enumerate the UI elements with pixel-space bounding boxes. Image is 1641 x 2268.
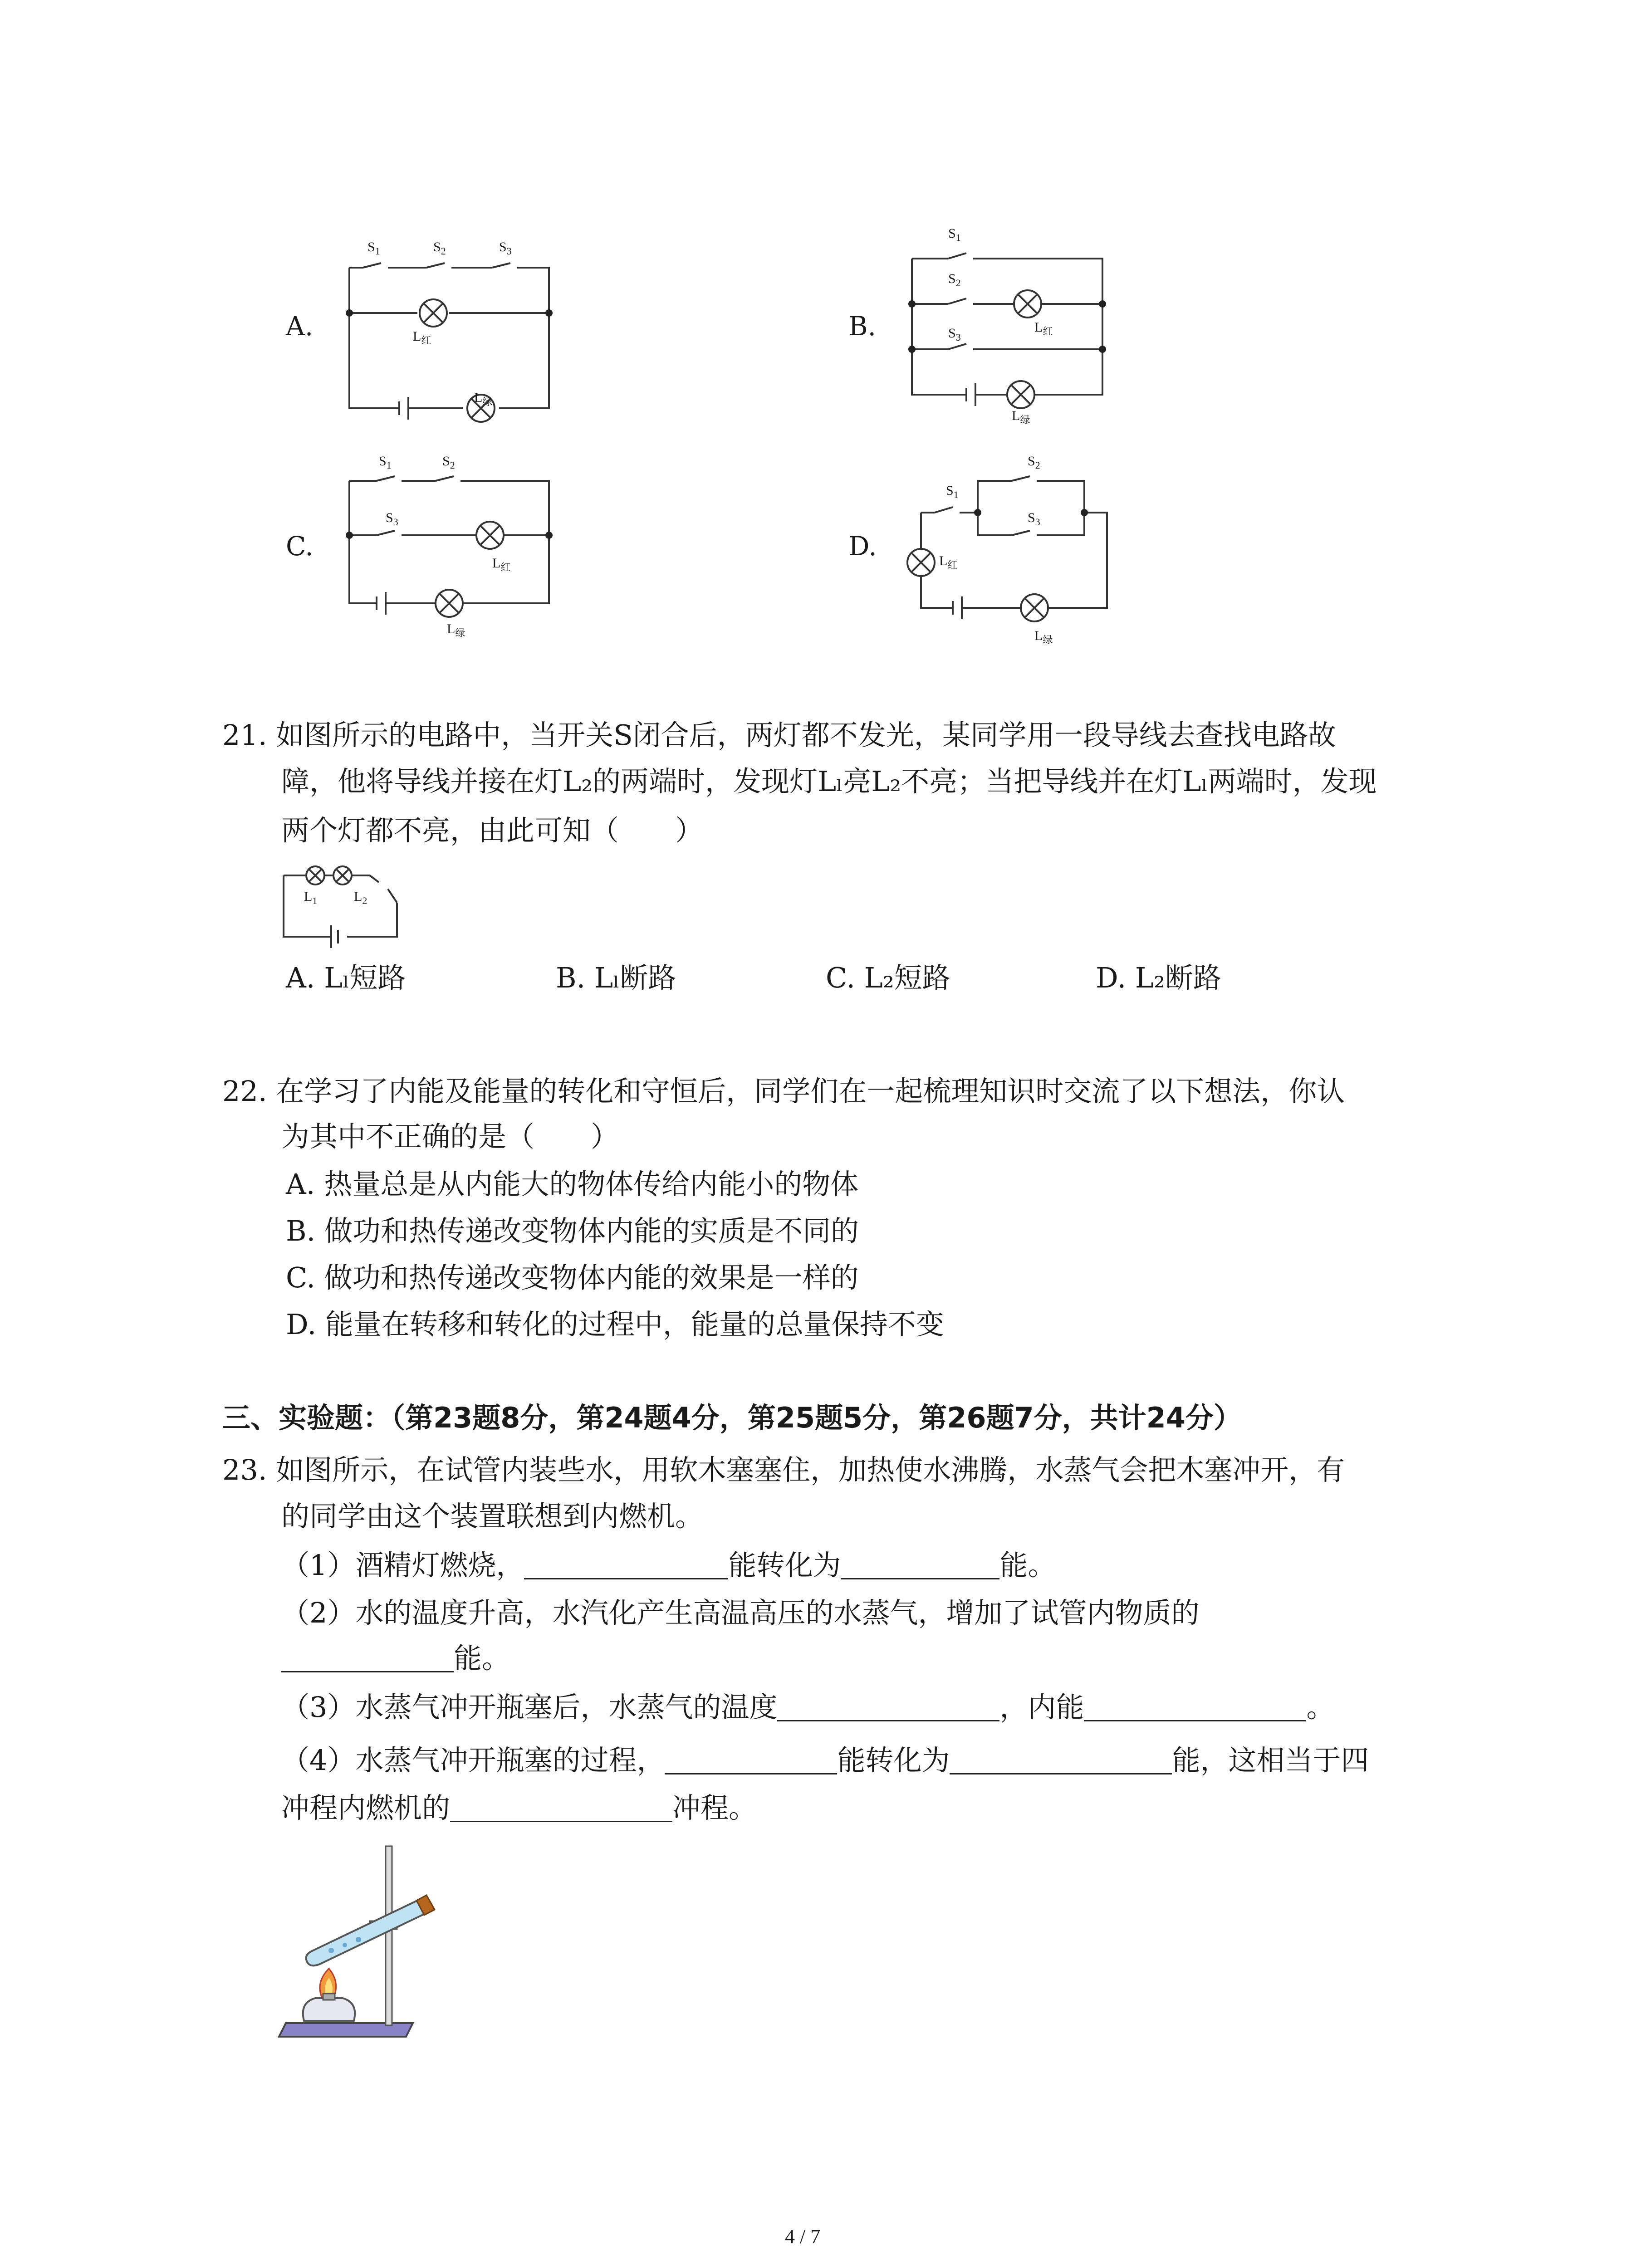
switch-s2-label: $S_2$ bbox=[433, 240, 446, 257]
q21-lamp-l1-label: $L_1$ bbox=[304, 889, 318, 906]
answer-blank[interactable] bbox=[950, 1747, 1172, 1774]
test-tube-heating-apparatus bbox=[272, 1837, 463, 2055]
answer-blank[interactable] bbox=[524, 1552, 728, 1579]
lamp-green-label: $L_绿$ bbox=[1012, 408, 1030, 425]
option-b-label: B. bbox=[848, 311, 877, 342]
switch-s3-label: $S_3$ bbox=[386, 510, 398, 528]
lamp-red-label: $L_红$ bbox=[413, 329, 431, 346]
answer-blank[interactable] bbox=[665, 1747, 837, 1774]
circuit-diagram-a bbox=[345, 236, 563, 417]
switch-s2-label: $S_2$ bbox=[948, 271, 961, 288]
q22-line1: 22. 在学习了内能及能量的转化和守恒后，同学们在一起梳理知识时交流了以下想法，你认 bbox=[222, 1075, 1345, 1108]
lamp-red-label: $L_红$ bbox=[939, 553, 958, 571]
q22-option-c: C. 做功和热传递改变物体内能的效果是一样的 bbox=[286, 1261, 859, 1294]
q21-circuit-diagram bbox=[279, 862, 411, 953]
q23-line2: 的同学由这个装置联想到内燃机。 bbox=[281, 1500, 704, 1533]
lamp-red-label: $L_红$ bbox=[1034, 320, 1053, 337]
answer-blank[interactable] bbox=[450, 1794, 672, 1822]
option-a-label: A. bbox=[286, 311, 314, 342]
page-number: 4 / 7 bbox=[785, 2225, 821, 2248]
q21-option-a: A. Lₗ短路 bbox=[286, 961, 406, 994]
q23-part3: （3）水蒸气冲开瓶塞后，水蒸气的温度 ，内能 。 bbox=[281, 1691, 1335, 1724]
q21-line2: 障，他将导线并接在灯L₂的两端时，发现灯Lₗ亮L₂不亮；当把导线并在灯Lₗ两端时，发现 bbox=[281, 765, 1377, 798]
q23-part2-cont: 能。 bbox=[281, 1644, 510, 1672]
q22-option-b: B. 做功和热传递改变物体内能的实质是不同的 bbox=[286, 1214, 859, 1247]
q23-part4-cont: 冲程内燃机的 冲程。 bbox=[281, 1791, 757, 1824]
switch-s1-label: $S_1$ bbox=[946, 483, 959, 500]
answer-blank[interactable] bbox=[281, 1645, 454, 1672]
q23-part1: （1）酒精灯燃烧， 能转化为 能。 bbox=[281, 1549, 1056, 1582]
switch-s1-label: $S_1$ bbox=[367, 240, 380, 257]
option-d-label: D. bbox=[848, 531, 877, 562]
q21-option-d: D. L₂断路 bbox=[1096, 961, 1221, 994]
answer-blank[interactable] bbox=[777, 1694, 999, 1721]
lamp-green-label: $L_绿$ bbox=[474, 390, 493, 407]
answer-blank[interactable] bbox=[1084, 1694, 1306, 1721]
switch-s3-label: $S_3$ bbox=[499, 240, 512, 257]
lamp-red-label: $L_红$ bbox=[492, 556, 511, 573]
section-heading: 三、实验题：（第23题8分，第24题4分，第25题5分，第26题7分，共计24分） bbox=[222, 1401, 1242, 1434]
switch-s1-label: $S_1$ bbox=[379, 454, 392, 471]
q21-line3: 两个灯都不亮，由此可知（ ） bbox=[281, 814, 704, 847]
q23-line1: 23. 如图所示，在试管内装些水，用软木塞塞住，加热使水沸腾，水蒸气会把木塞冲开，有 bbox=[222, 1453, 1345, 1486]
lamp-green-label: $L_绿$ bbox=[1034, 628, 1053, 645]
switch-s3-label: $S_3$ bbox=[1028, 510, 1040, 528]
circuit-diagram-d bbox=[903, 458, 1121, 640]
q23-part4: （4）水蒸气冲开瓶塞的过程， 能转化为 能，这相当于四 bbox=[281, 1744, 1369, 1777]
option-c-label: C. bbox=[286, 531, 314, 562]
switch-s2-label: $S_2$ bbox=[442, 454, 455, 471]
q21-line1: 21. 如图所示的电路中，当开关S闭合后，两灯都不发光，某同学用一段导线去查找电路故 bbox=[222, 719, 1336, 752]
q21-lamp-l2-label: $L_2$ bbox=[354, 889, 367, 906]
q23-part2: （2）水的温度升高，水汽化产生高温高压的水蒸气，增加了试管内物质的 bbox=[281, 1596, 1200, 1629]
q21-option-c: C. L₂短路 bbox=[826, 961, 950, 994]
switch-s2-label: $S_2$ bbox=[1028, 454, 1040, 471]
q21-option-b: B. Lₗ断路 bbox=[556, 961, 676, 994]
lamp-green-label: $L_绿$ bbox=[447, 621, 465, 639]
q22-option-d: D. 能量在转移和转化的过程中，能量的总量保持不变 bbox=[286, 1308, 944, 1341]
switch-s1-label: $S_1$ bbox=[948, 226, 961, 243]
q22-option-a: A. 热量总是从内能大的物体传给内能小的物体 bbox=[286, 1168, 859, 1201]
q22-line2: 为其中不正确的是（ ） bbox=[281, 1120, 619, 1153]
switch-s3-label: $S_3$ bbox=[948, 326, 961, 343]
answer-blank[interactable] bbox=[841, 1552, 999, 1579]
circuit-diagram-c bbox=[345, 458, 563, 640]
